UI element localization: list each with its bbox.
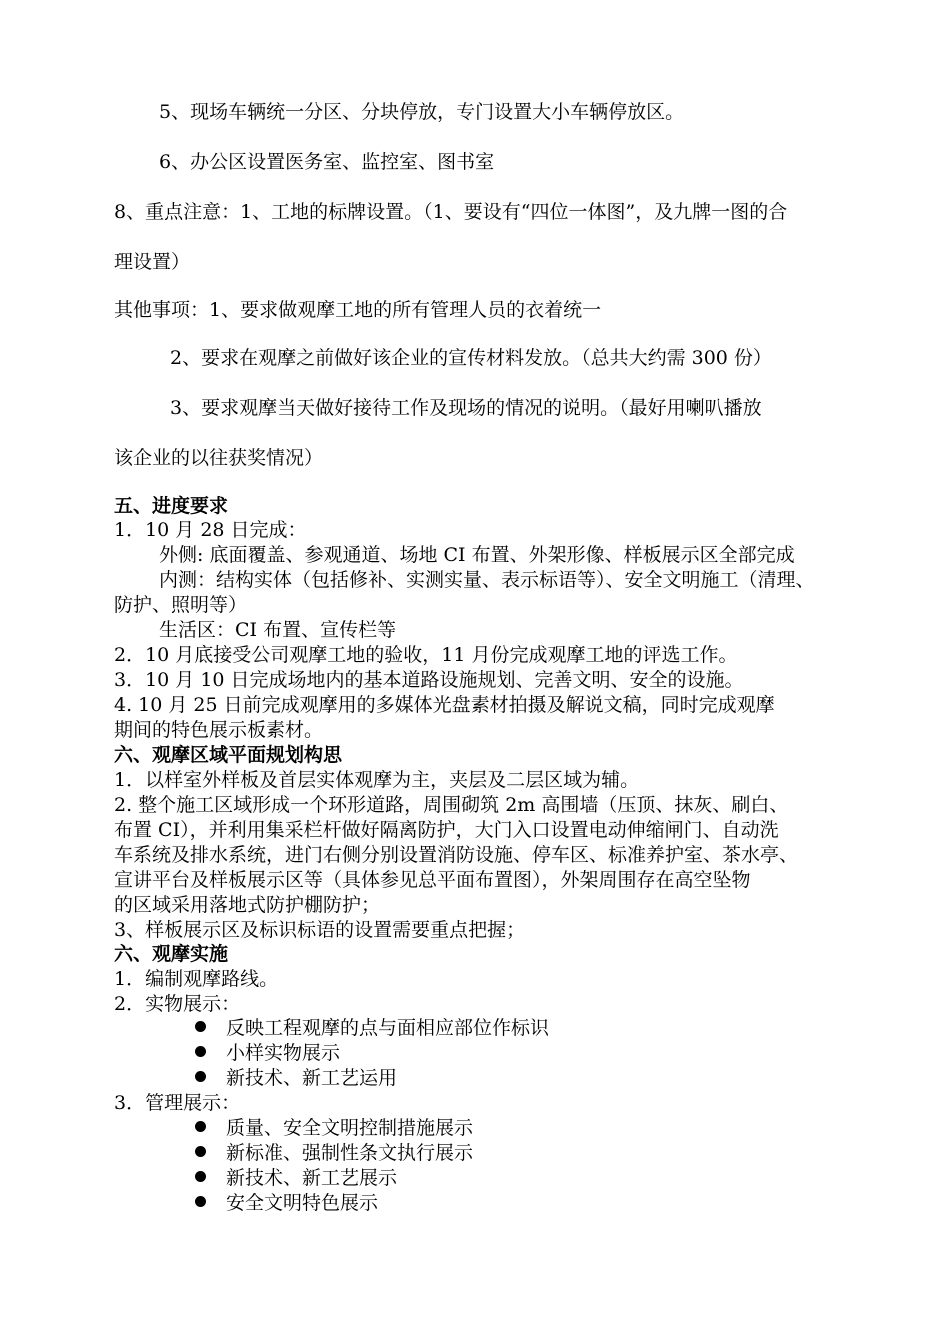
list-item: 2．实物展示： [114,993,241,1015]
paragraph-line: 1．10 月 28 日完成： [114,519,307,541]
bullet-item: 反映工程观摩的点与面相应部位作标识 [226,1017,550,1039]
paragraph-line: 2．10 月底接受公司观摩工地的验收，11 月份完成观摩工地的评选工作。 [114,644,738,666]
paragraph-line: 外侧: 底面覆盖、参观通道、场地 CI 布置、外架形像、样板展示区全部完成 [159,544,795,566]
paragraph-line: 防护、照明等） [114,594,248,616]
paragraph-line: 的区域采用落地式防护棚防护； [114,894,381,916]
paragraph-line: 车系统及排水系统，进门右侧分别设置消防设施、停车区、标准养护室、茶水亭、 [114,844,799,866]
paragraph-line: 生活区：CI 布置、宣传栏等 [159,619,397,641]
paragraph-line: 该企业的以往获奖情况） [114,447,324,469]
paragraph-line: 8、重点注意：1、工地的标牌设置。（1、要设有“四位一体图”，及九牌一图的合 [114,201,788,223]
bullet-icon [195,1196,206,1207]
bullet-icon [195,1021,206,1032]
paragraph-line: 3、样板展示区及标识标语的设置需要重点把握； [114,919,526,941]
section-heading: 六、观摩实施 [114,943,229,965]
paragraph-line: 宣讲平台及样板展示区等（具体参见总平面布置图），外架周围存在高空坠物 [114,869,751,891]
paragraph-line: 2、要求在观摩之前做好该企业的宣传材料发放。（总共大约需 300 份） [170,347,772,369]
bullet-item: 新技术、新工艺展示 [226,1167,398,1189]
bullet-icon [195,1071,206,1082]
bullet-item: 质量、安全文明控制措施展示 [226,1117,474,1139]
paragraph-line: 理设置） [114,251,191,273]
paragraph-line: 2. 整个施工区域形成一个环形道路，周围砌筑 2m 高围墙（压顶、抹灰、刷白、 [114,794,789,816]
paragraph-line: 布置 CI），并利用集采栏杆做好隔离防护，大门入口设置电动伸缩闸门、自动洗 [114,819,779,841]
bullet-item: 安全文明特色展示 [226,1192,379,1214]
list-item: 3．管理展示： [114,1092,241,1114]
section-heading: 六、观摩区域平面规划构思 [114,744,343,766]
paragraph-line: 期间的特色展示板素材。 [114,719,324,741]
paragraph-line: 5、现场车辆统一分区、分块停放，专门设置大小车辆停放区。 [159,101,685,123]
paragraph-line: 3．10 月 10 日完成场地内的基本道路设施规划、完善文明、安全的设施。 [114,669,744,691]
bullet-icon [195,1121,206,1132]
list-item: 1．编制观摩路线。 [114,968,279,990]
bullet-item: 新标准、强制性条文执行展示 [226,1142,474,1164]
bullet-icon [195,1046,206,1057]
bullet-item: 小样实物展示 [226,1042,341,1064]
paragraph-line: 内测：结构实体（包括修补、实测实量、表示标语等）、安全文明施工（清理、 [159,569,815,591]
paragraph-line: 1．以样室外样板及首层实体观摩为主，夹层及二层区域为辅。 [114,769,640,791]
bullet-item: 新技术、新工艺运用 [226,1067,398,1089]
paragraph-line: 3、要求观摩当天做好接待工作及现场的情况的说明。（最好用喇叭播放 [170,397,762,419]
paragraph-line: 6、办公区设置医务室、监控室、图书室 [159,151,495,173]
bullet-icon [195,1171,206,1182]
bullet-icon [195,1146,206,1157]
paragraph-line: 4. 10 月 25 日前完成观摩用的多媒体光盘素材拍摄及解说文稿，同时完成观摩 [114,694,775,716]
paragraph-line: 其他事项：1、要求做观摩工地的所有管理人员的衣着统一 [114,299,602,321]
section-heading: 五、进度要求 [114,495,229,517]
